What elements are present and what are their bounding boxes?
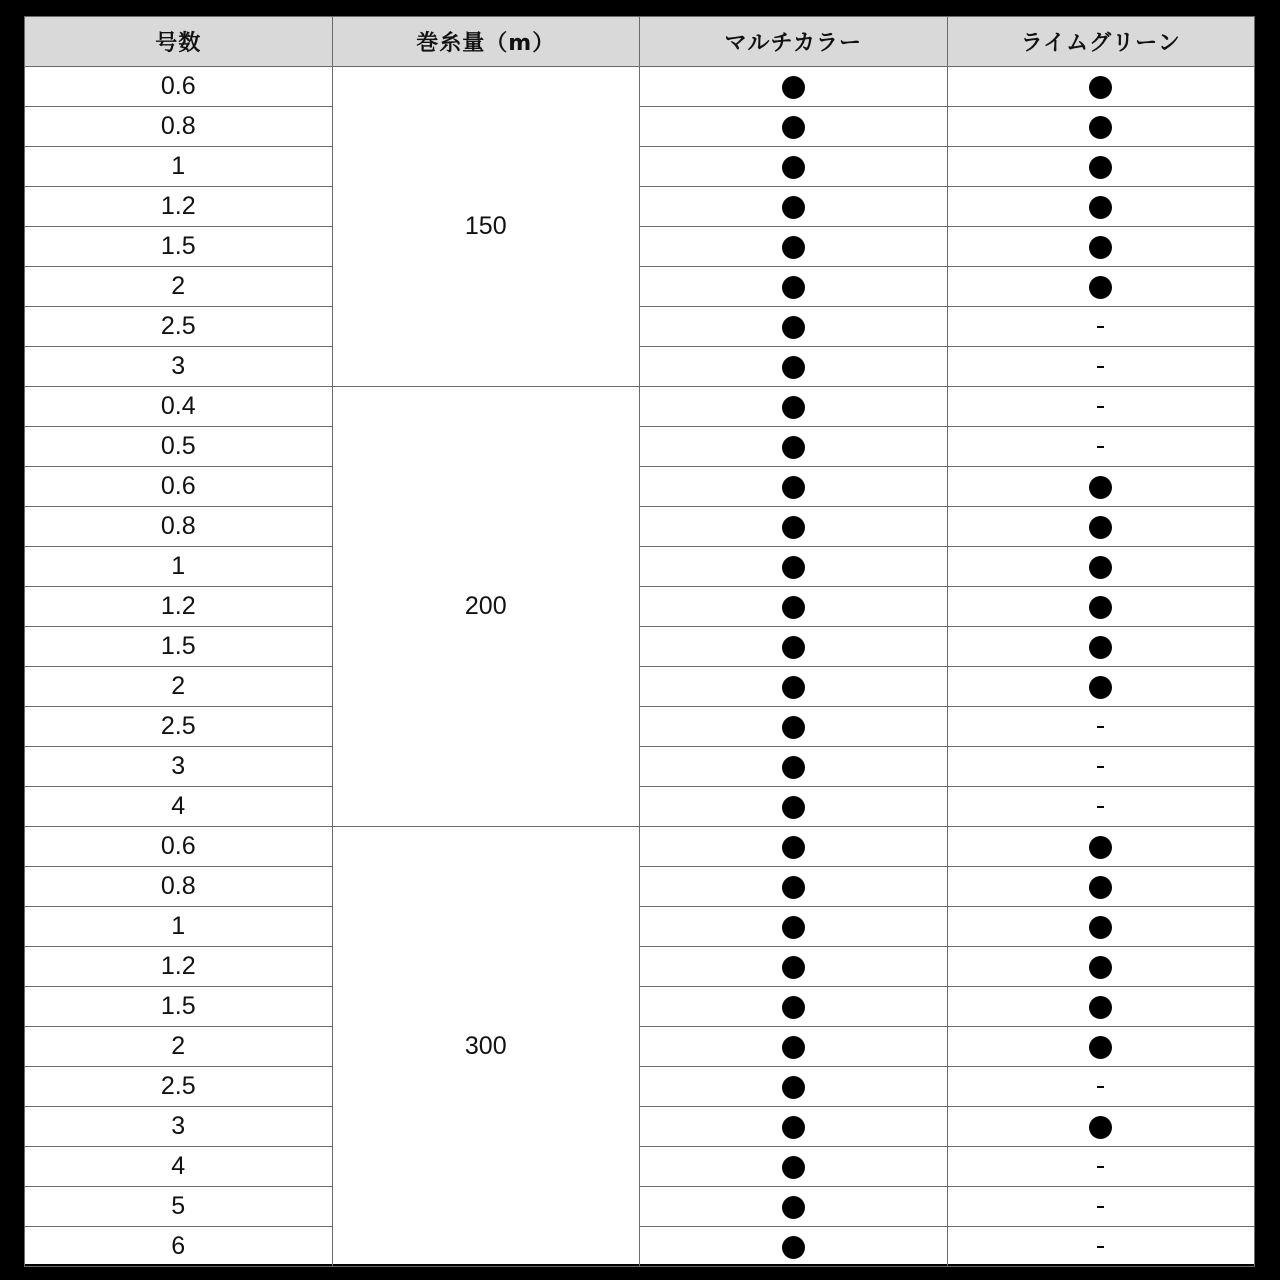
available-dot-icon [782, 636, 805, 659]
table-row [25, 827, 1255, 867]
available-dot-icon [782, 1196, 805, 1219]
table-row [25, 547, 1255, 587]
limegreen-availability-cell [947, 627, 1255, 667]
limegreen-availability-cell [947, 907, 1255, 947]
available-dot-icon [1089, 636, 1112, 659]
header-length: 巻糸量（m） [332, 17, 640, 67]
available-dot-icon [1089, 556, 1112, 579]
length-cell: 300 [332, 827, 640, 1267]
limegreen-availability-cell [947, 867, 1255, 907]
gauge-cell: 4 [25, 1147, 333, 1187]
unavailable-dash-icon [1097, 1086, 1104, 1088]
available-dot-icon [782, 836, 805, 859]
gauge-cell: 1.5 [25, 987, 333, 1027]
multicolor-availability-cell [640, 627, 948, 667]
gauge-cell: 1 [25, 147, 333, 187]
gauge-cell: 3 [25, 747, 333, 787]
available-dot-icon [782, 756, 805, 779]
limegreen-availability-cell [947, 507, 1255, 547]
gauge-cell: 0.6 [25, 67, 333, 107]
gauge-cell: 1.5 [25, 227, 333, 267]
available-dot-icon [782, 156, 805, 179]
gauge-cell: 2.5 [25, 307, 333, 347]
gauge-cell: 0.6 [25, 467, 333, 507]
limegreen-availability-cell [947, 1027, 1255, 1067]
table-body [25, 67, 1255, 1267]
multicolor-availability-cell [640, 1107, 948, 1147]
multicolor-availability-cell [640, 1067, 948, 1107]
gauge-cell: 1.5 [25, 627, 333, 667]
length-cell: 150 [332, 67, 640, 387]
available-dot-icon [782, 1036, 805, 1059]
limegreen-availability-cell [947, 427, 1255, 467]
table-row [25, 1147, 1255, 1187]
multicolor-availability-cell [640, 267, 948, 307]
multicolor-availability-cell [640, 507, 948, 547]
limegreen-availability-cell [947, 227, 1255, 267]
multicolor-availability-cell [640, 107, 948, 147]
available-dot-icon [1089, 916, 1112, 939]
limegreen-availability-cell [947, 707, 1255, 747]
limegreen-availability-cell [947, 307, 1255, 347]
multicolor-availability-cell [640, 1147, 948, 1187]
available-dot-icon [782, 916, 805, 939]
available-dot-icon [782, 436, 805, 459]
limegreen-availability-cell [947, 67, 1255, 107]
table-row [25, 67, 1255, 107]
available-dot-icon [1089, 156, 1112, 179]
multicolor-availability-cell [640, 867, 948, 907]
multicolor-availability-cell [640, 187, 948, 227]
limegreen-availability-cell [947, 547, 1255, 587]
multicolor-availability-cell [640, 667, 948, 707]
gauge-cell: 1.2 [25, 587, 333, 627]
available-dot-icon [1089, 476, 1112, 499]
limegreen-availability-cell [947, 1067, 1255, 1107]
available-dot-icon [782, 476, 805, 499]
table-row [25, 267, 1255, 307]
available-dot-icon [782, 1076, 805, 1099]
available-dot-icon [1089, 196, 1112, 219]
available-dot-icon [1089, 116, 1112, 139]
multicolor-availability-cell [640, 587, 948, 627]
table-row [25, 347, 1255, 387]
header-multicolor: マルチカラー [640, 17, 948, 67]
table-row [25, 107, 1255, 147]
gauge-cell: 5 [25, 1187, 333, 1227]
available-dot-icon [782, 316, 805, 339]
spec-table-frame [24, 16, 1255, 1264]
available-dot-icon [782, 116, 805, 139]
unavailable-dash-icon [1097, 406, 1104, 408]
gauge-cell: 2 [25, 1027, 333, 1067]
multicolor-availability-cell [640, 387, 948, 427]
limegreen-availability-cell [947, 467, 1255, 507]
limegreen-availability-cell [947, 1187, 1255, 1227]
line-spec-table [24, 16, 1255, 1267]
table-row [25, 1067, 1255, 1107]
available-dot-icon [782, 196, 805, 219]
multicolor-availability-cell [640, 147, 948, 187]
gauge-cell: 0.4 [25, 387, 333, 427]
limegreen-availability-cell [947, 387, 1255, 427]
available-dot-icon [1089, 996, 1112, 1019]
limegreen-availability-cell [947, 1147, 1255, 1187]
length-cell: 200 [332, 387, 640, 827]
available-dot-icon [782, 396, 805, 419]
multicolor-availability-cell [640, 307, 948, 347]
available-dot-icon [782, 796, 805, 819]
multicolor-availability-cell [640, 827, 948, 867]
unavailable-dash-icon [1097, 806, 1104, 808]
gauge-cell: 3 [25, 347, 333, 387]
available-dot-icon [782, 556, 805, 579]
table-row [25, 1107, 1255, 1147]
gauge-cell: 3 [25, 1107, 333, 1147]
gauge-cell: 1 [25, 547, 333, 587]
multicolor-availability-cell [640, 467, 948, 507]
table-row [25, 427, 1255, 467]
table-row [25, 1227, 1255, 1267]
multicolor-availability-cell [640, 987, 948, 1027]
limegreen-availability-cell [947, 827, 1255, 867]
limegreen-availability-cell [947, 347, 1255, 387]
gauge-cell: 2.5 [25, 707, 333, 747]
limegreen-availability-cell [947, 1107, 1255, 1147]
table-row [25, 467, 1255, 507]
gauge-cell: 0.8 [25, 867, 333, 907]
available-dot-icon [1089, 876, 1112, 899]
limegreen-availability-cell [947, 187, 1255, 227]
multicolor-availability-cell [640, 1187, 948, 1227]
multicolor-availability-cell [640, 947, 948, 987]
table-row [25, 187, 1255, 227]
available-dot-icon [782, 236, 805, 259]
table-row [25, 387, 1255, 427]
limegreen-availability-cell [947, 107, 1255, 147]
table-row [25, 627, 1255, 667]
available-dot-icon [1089, 276, 1112, 299]
available-dot-icon [782, 876, 805, 899]
available-dot-icon [1089, 1116, 1112, 1139]
unavailable-dash-icon [1097, 1166, 1104, 1168]
gauge-cell: 2 [25, 667, 333, 707]
table-row [25, 147, 1255, 187]
table-row [25, 907, 1255, 947]
limegreen-availability-cell [947, 947, 1255, 987]
limegreen-availability-cell [947, 667, 1255, 707]
table-row [25, 747, 1255, 787]
available-dot-icon [782, 596, 805, 619]
limegreen-availability-cell [947, 267, 1255, 307]
available-dot-icon [782, 76, 805, 99]
gauge-cell: 4 [25, 787, 333, 827]
header-row [25, 17, 1255, 67]
multicolor-availability-cell [640, 1027, 948, 1067]
gauge-cell: 1 [25, 907, 333, 947]
unavailable-dash-icon [1097, 726, 1104, 728]
available-dot-icon [1089, 676, 1112, 699]
unavailable-dash-icon [1097, 1246, 1104, 1248]
header-gauge: 号数 [25, 17, 333, 67]
available-dot-icon [1089, 956, 1112, 979]
multicolor-availability-cell [640, 347, 948, 387]
table-row [25, 667, 1255, 707]
available-dot-icon [1089, 76, 1112, 99]
available-dot-icon [782, 1236, 805, 1259]
gauge-cell: 1.2 [25, 947, 333, 987]
multicolor-availability-cell [640, 707, 948, 747]
unavailable-dash-icon [1097, 446, 1104, 448]
available-dot-icon [782, 716, 805, 739]
table-row [25, 1187, 1255, 1227]
available-dot-icon [782, 1116, 805, 1139]
multicolor-availability-cell [640, 787, 948, 827]
table-row [25, 507, 1255, 547]
unavailable-dash-icon [1097, 1206, 1104, 1208]
available-dot-icon [1089, 836, 1112, 859]
gauge-cell: 1.2 [25, 187, 333, 227]
available-dot-icon [782, 356, 805, 379]
gauge-cell: 0.8 [25, 507, 333, 547]
table-row [25, 1027, 1255, 1067]
available-dot-icon [782, 276, 805, 299]
table-row [25, 947, 1255, 987]
limegreen-availability-cell [947, 987, 1255, 1027]
available-dot-icon [1089, 596, 1112, 619]
gauge-cell: 2 [25, 267, 333, 307]
multicolor-availability-cell [640, 907, 948, 947]
table-row [25, 307, 1255, 347]
available-dot-icon [1089, 236, 1112, 259]
unavailable-dash-icon [1097, 366, 1104, 368]
header-limegreen: ライムグリーン [947, 17, 1255, 67]
available-dot-icon [782, 676, 805, 699]
multicolor-availability-cell [640, 747, 948, 787]
table-header [25, 17, 1255, 67]
multicolor-availability-cell [640, 547, 948, 587]
available-dot-icon [1089, 516, 1112, 539]
multicolor-availability-cell [640, 1227, 948, 1267]
gauge-cell: 0.8 [25, 107, 333, 147]
available-dot-icon [782, 996, 805, 1019]
limegreen-availability-cell [947, 1227, 1255, 1267]
multicolor-availability-cell [640, 227, 948, 267]
table-row [25, 227, 1255, 267]
available-dot-icon [782, 956, 805, 979]
table-row [25, 987, 1255, 1027]
available-dot-icon [782, 1156, 805, 1179]
multicolor-availability-cell [640, 427, 948, 467]
gauge-cell: 0.5 [25, 427, 333, 467]
limegreen-availability-cell [947, 787, 1255, 827]
available-dot-icon [782, 516, 805, 539]
multicolor-availability-cell [640, 67, 948, 107]
gauge-cell: 6 [25, 1227, 333, 1267]
table-row [25, 867, 1255, 907]
available-dot-icon [1089, 1036, 1112, 1059]
limegreen-availability-cell [947, 747, 1255, 787]
limegreen-availability-cell [947, 147, 1255, 187]
table-row [25, 787, 1255, 827]
unavailable-dash-icon [1097, 766, 1104, 768]
table-row [25, 587, 1255, 627]
unavailable-dash-icon [1097, 326, 1104, 328]
gauge-cell: 0.6 [25, 827, 333, 867]
gauge-cell: 2.5 [25, 1067, 333, 1107]
limegreen-availability-cell [947, 587, 1255, 627]
table-row [25, 707, 1255, 747]
